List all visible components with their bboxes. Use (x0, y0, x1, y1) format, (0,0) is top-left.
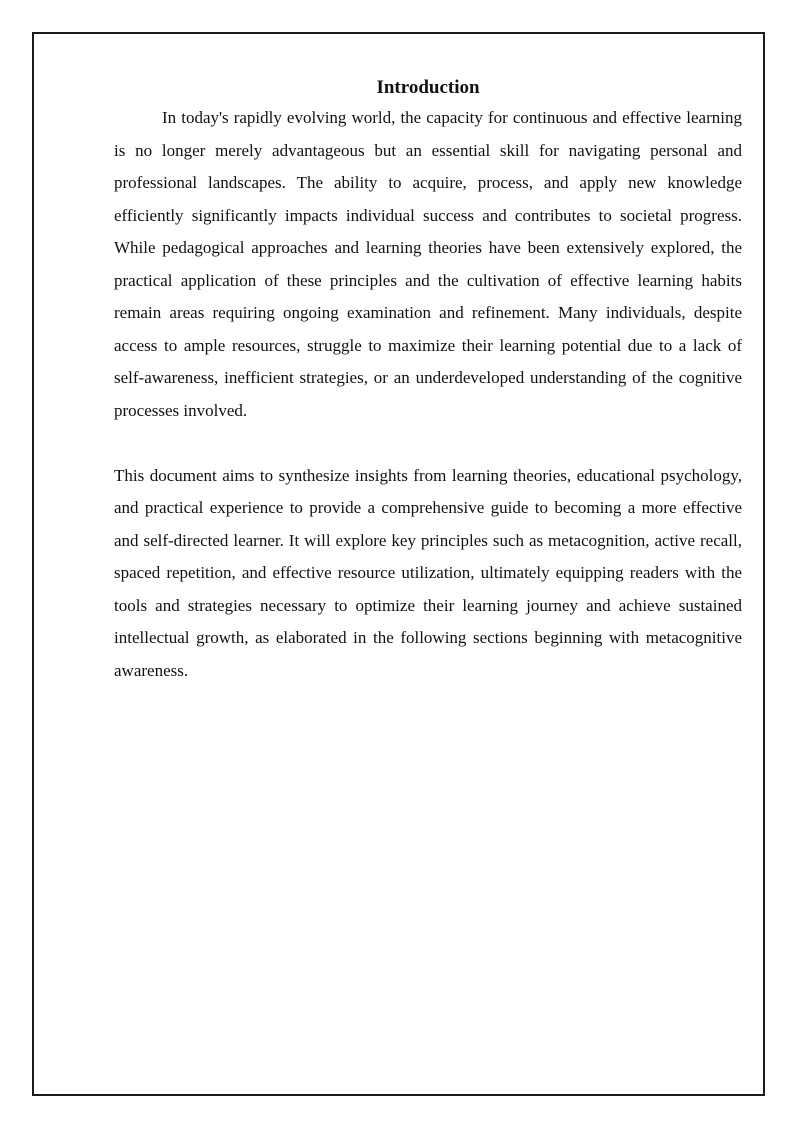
intro-paragraph-1: In today's rapidly evolving world, the capacity for continuous and effective learning is no longer merely advantageous but an essential skill for navigating personal and professional landscapes. The ability to acquire, process, and apply new knowledge efficiently significantly impacts individual success and contributes to societal progress. While pedagogical approaches and learning theories have been extensively explored, the practical application of these principles and the cultivation of effective learning habits remain areas requiring ongoing examination and refinement. Many individuals, despite access to ample resources, struggle to maximize their learning potential due to a lack of self-awareness, inefficient strategies, or an underdeveloped understanding of the cognitive processes involved. (114, 108, 742, 420)
document-body (114, 76, 742, 687)
section-title: Introduction (376, 77, 480, 98)
intro-paragraph-2: This document aims to synthesize insights from learning theories, educational psychology, and practical experience to provide a comprehensive guide to becoming a more effective and self-directed learner. It will explore key principles such as metacognition, active recall, spaced repetition, and effective resource utilization, ultimately equipping readers with the tools and strategies necessary to optimize their learning journey and achieve sustained intellectual growth, as elaborated in the following sections beginning with metacognitive awareness. (114, 465, 742, 680)
